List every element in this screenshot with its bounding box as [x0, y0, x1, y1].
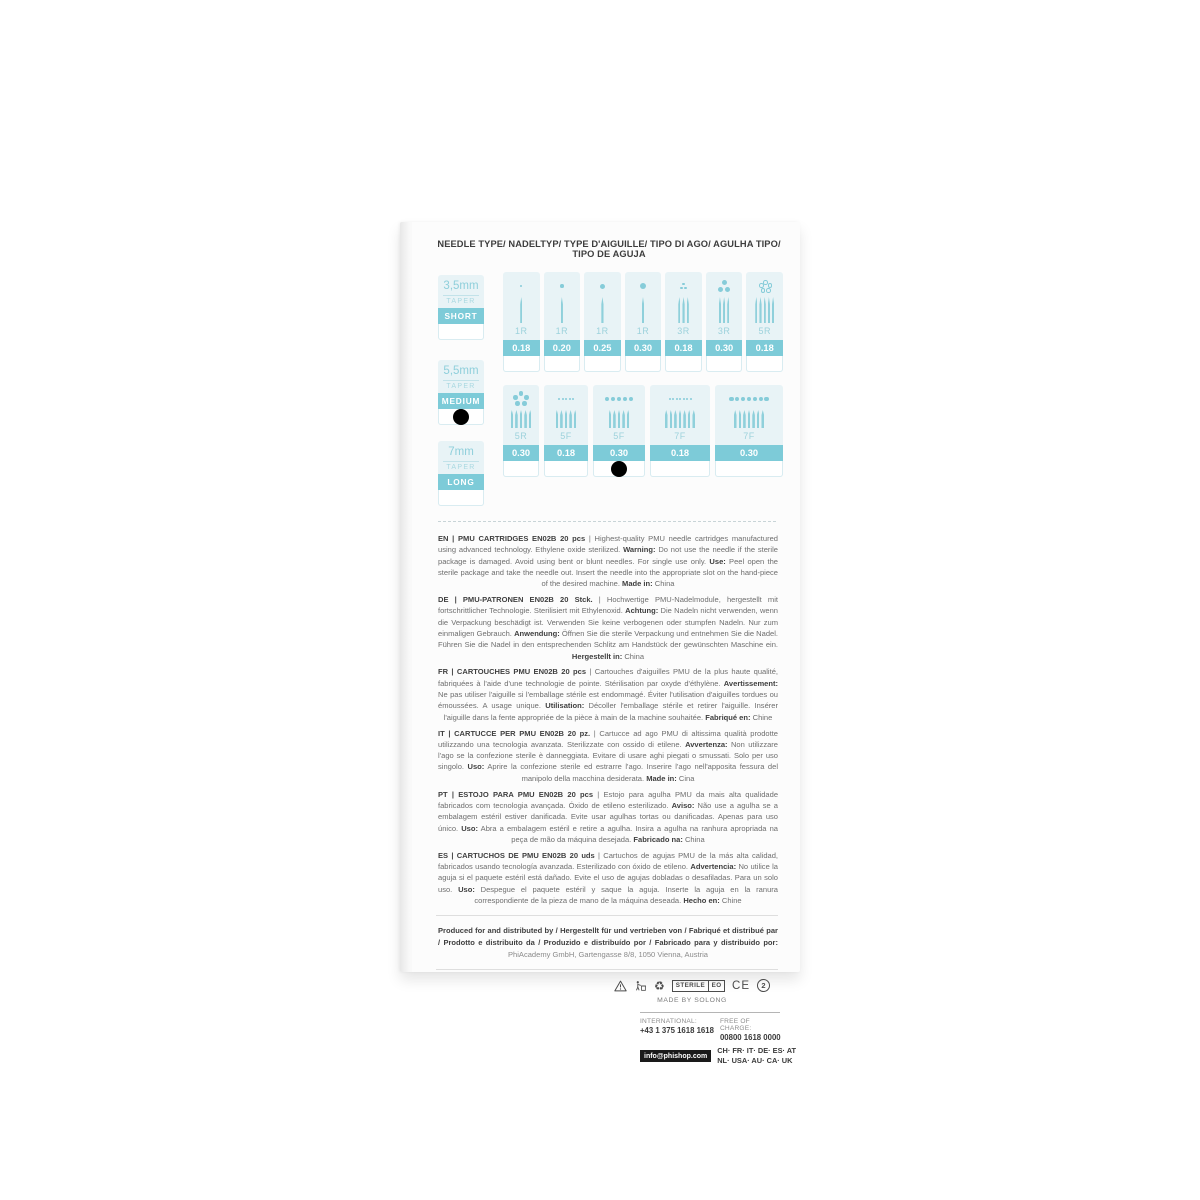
do-not-reuse-icon: 2	[757, 979, 770, 992]
free-of-charge-number: 00800 1618 0000	[719, 1033, 781, 1043]
needle-lines-icon	[520, 296, 522, 323]
sterile-label: STERILE	[672, 980, 709, 992]
needle-checkbox	[746, 356, 783, 372]
needle-config-icon	[512, 390, 530, 408]
size-checkbox	[438, 490, 484, 506]
divider	[443, 295, 479, 296]
needle-checkbox	[665, 356, 702, 372]
needle-config-icon	[600, 277, 605, 295]
size-value: 3,5mm	[443, 280, 479, 292]
needle-type-label: 1R	[555, 326, 569, 336]
needle-grid-row-2	[503, 385, 783, 477]
needle-cell-7F-0.30	[715, 385, 783, 477]
certification-zone	[604, 979, 780, 1004]
dispose-properly-icon	[634, 980, 647, 992]
needle-checkbox	[503, 356, 540, 372]
needle-lines-icon	[601, 296, 603, 323]
needle-lines-icon	[734, 409, 764, 428]
needle-cell-3R-0.18	[665, 272, 702, 372]
eo-label: EO	[709, 980, 725, 992]
needle-type-label: 5F	[613, 431, 625, 441]
distributor-info: Produced for and distributed by / Hergestellt für und vertrieben von / Fabriqué et distribué par / Prodotto e distribuito da / Produzido e distribuído por / Fabricado para y distribuido por: PhiAcademy GmbH, Gartengasse 8/8, 1050 Vienna, Austria	[438, 926, 778, 959]
needle-type-label: 5R	[514, 431, 528, 441]
taper-size-column	[438, 272, 484, 506]
needle-config-icon	[718, 277, 730, 295]
box-fold-edge	[400, 222, 412, 972]
box-panel	[412, 222, 800, 1066]
needle-config-icon	[758, 277, 772, 295]
needle-cell-5R-0.18	[746, 272, 783, 372]
taper-label: TAPER	[446, 383, 476, 390]
needle-grid	[503, 272, 783, 506]
needle-type-label: 3R	[717, 326, 731, 336]
needle-cell-1R-0.20	[544, 272, 581, 372]
size-block-long	[438, 441, 484, 506]
international-label: INTERNATIONAL:	[640, 1018, 697, 1026]
needle-lines-icon	[755, 296, 774, 323]
needle-config-icon	[669, 390, 692, 408]
sterile-eo-badge	[672, 980, 725, 992]
instruction-paragraph: PT | ESTOJO PARA PMU EN02B 20 pcs | Estojo para agulha PMU da mais alta qualidade fabricados com tecnologia avançada. Óxido de etileno esterilizado. Aviso: Não use a agulha se a embalagem estéril estiver danificada. Evite usar agulhas tortas ou danificadas. Apenas para uso único. Uso: Abra a embalagem estéril e retire a agulha. Insira a agulha na ranhura apropriada na peça de mão da máquina desejada. Fabricado na: China	[438, 789, 779, 844]
needle-type-header: NEEDLE TYPE/ NADELTYP/ TYPE D'AIGUILLE/ TIPO DI AGO/ AGULHA TIPO/ TIPO DE AGUJA	[437, 239, 781, 259]
needle-type-label: 7F	[674, 431, 686, 441]
length-band: LONG	[438, 474, 484, 490]
selection-dot	[453, 409, 469, 425]
needle-type-label: 1R	[596, 326, 609, 336]
divider	[443, 461, 479, 462]
needle-type-label: 1R	[515, 326, 528, 336]
selection-dot	[611, 461, 627, 477]
needle-type-label: 7F	[743, 431, 755, 441]
needle-lines-icon	[678, 296, 689, 323]
divider	[640, 1012, 780, 1013]
size-value: 5,5mm	[443, 365, 479, 377]
gauge-band: 0.30	[625, 340, 662, 356]
needle-lines-icon	[719, 296, 730, 323]
needle-cell-5R-0.30	[503, 385, 539, 477]
length-band: SHORT	[438, 308, 484, 324]
gauge-band: 0.25	[584, 340, 621, 356]
gauge-band: 0.18	[650, 445, 710, 461]
taper-label: TAPER	[446, 298, 476, 305]
email-countries-row	[640, 1046, 797, 1066]
size-checkbox	[438, 324, 484, 340]
recycle-icon: ♻	[653, 978, 665, 993]
gauge-band: 0.30	[593, 445, 645, 461]
needle-cell-1R-0.25	[584, 272, 621, 372]
needle-config-icon	[640, 277, 647, 295]
instruction-paragraph: EN | PMU CARTRIDGES EN02B 20 pcs | Highest-quality PMU needle cartridges manufactured using advanced technology. Ethylene oxide sterilized. Warning: Do not use the needle if the sterile package is damaged. Avoid using bent or blunt needles. For single use only. Use: Peel open the sterile package and take the needle out. Insert the needle into the appropriate slot on the hand-piece of the desired machine. Made in: China	[438, 534, 778, 589]
needle-cell-5F-0.18	[544, 385, 588, 477]
gauge-band: 0.30	[706, 340, 743, 356]
country-codes-line1: CH· FR· IT· DE· ES· AT	[717, 1046, 797, 1056]
dashed-divider	[438, 521, 776, 522]
needle-checkbox	[715, 461, 783, 477]
needle-checkbox	[593, 461, 645, 477]
needle-config-icon	[560, 277, 564, 295]
needle-checkbox	[544, 356, 581, 372]
needle-lines-icon	[561, 296, 563, 323]
gauge-band: 0.30	[503, 445, 539, 461]
instruction-paragraph: FR | CARTOUCHES PMU EN02B 20 pcs | Cartouches d'aiguilles PMU de la plus haute qualité, fabriquées à l'aide d'une technologie de pointe. Stérilisation par oxyde d'éthylène. Avertissement: Ne pas utiliser l'aiguille si l'emballage stérile est endommagé. Éviter l'utilisation d'aiguilles tordues ou émoussées. A usage unique. Utilisation: Décoller l'emballage stérile et retirer l'aiguille. Insérer l'aiguille dans la fente appropriée de la pièce à main de la machine souhaitée. Fabriqué en: Chine	[438, 667, 778, 722]
international-number: +43 1 375 1618 1618	[640, 1026, 714, 1036]
needle-cell-3R-0.30	[706, 272, 743, 372]
needle-config-icon	[520, 277, 522, 295]
product-box-back-panel	[400, 222, 800, 1066]
email-badge: info@phishop.com	[640, 1050, 711, 1062]
needle-type-label: 3R	[677, 326, 690, 336]
needle-type-label: 5F	[560, 431, 572, 441]
warning-icon	[614, 980, 627, 992]
needle-grid-row-1	[503, 272, 783, 372]
needle-checkbox	[625, 356, 662, 372]
divider	[436, 915, 778, 916]
needle-type-table	[438, 272, 776, 506]
gauge-band: 0.18	[503, 340, 540, 356]
country-codes	[717, 1046, 796, 1066]
phone-columns	[640, 1018, 780, 1042]
gauge-band: 0.30	[715, 445, 783, 461]
length-band: MEDIUM	[438, 393, 484, 409]
gauge-band: 0.20	[544, 340, 581, 356]
needle-lines-icon	[609, 409, 630, 428]
free-of-charge-label: FREE OF CHARGE:	[719, 1018, 752, 1033]
ce-mark-icon: CE	[732, 979, 751, 992]
taper-label: TAPER	[446, 464, 476, 471]
needle-config-icon	[605, 390, 633, 408]
needle-lines-icon	[665, 409, 695, 428]
needle-cell-1R-0.18	[503, 272, 540, 372]
multilingual-instructions	[438, 533, 778, 906]
free-of-charge-column	[720, 1018, 781, 1042]
needle-cell-5F-0.30	[593, 385, 645, 477]
symbols-row	[604, 979, 780, 992]
needle-config-icon	[680, 277, 686, 295]
contact-block	[640, 1012, 797, 1066]
made-by-label: MADE BY SOLONG	[657, 997, 727, 1005]
needle-type-label: 1R	[636, 326, 650, 336]
needle-checkbox	[584, 356, 621, 372]
needle-lines-icon	[642, 296, 644, 323]
needle-cell-1R-0.30	[625, 272, 662, 372]
instruction-paragraph: ES | CARTUCHOS DE PMU EN02B 20 uds | Cartuchos de agujas PMU de la más alta calidad, fabricados usando tecnología avanzada. Esterilizado con óxido de etileno. Advertencia: No utilice la aguja si el paquete estéril está dañado. Evite el uso de agujas dobladas o desafiladas. Para un solo uso. Uso: Despegue el paquete estéril y saque la aguja. Inserte la aguja en la ranura correspondiente de la pieza de mano de la máquina deseada. Hecho en: Chine	[438, 850, 779, 905]
needle-checkbox	[650, 461, 710, 477]
gauge-band: 0.18	[544, 445, 588, 461]
gauge-band: 0.18	[746, 340, 783, 356]
instruction-paragraph: IT | CARTUCCE PER PMU EN02B 20 pz. | Cartucce ad ago PMU di altissima qualità prodotte utilizzando una tecnologia avanzata. Sterilizzate con ossido di etilene. Avvertenza: Non utilizzare l'ago se la confezione sterile è danneggiata. Evitare di usare aghi piegati o smussati. Solo per uso singolo. Uso: Aprire la confezione sterile ed estrarre l'ago. Inserire l'ago nell'apposita fessura del manipolo della macchina desiderata. Made in: Cina	[438, 728, 779, 783]
needle-cell-7F-0.18	[650, 385, 710, 477]
needle-lines-icon	[511, 409, 532, 428]
size-block-medium	[438, 360, 484, 425]
country-codes-line2: NL· USA· AU· CA· UK	[717, 1056, 793, 1066]
size-value: 7mm	[448, 446, 474, 458]
divider	[436, 969, 778, 970]
needle-checkbox	[706, 356, 743, 372]
size-checkbox	[438, 409, 484, 425]
international-column	[640, 1018, 714, 1042]
needle-type-label: 5R	[758, 326, 771, 336]
needle-config-icon	[729, 390, 769, 408]
size-block-short	[438, 275, 484, 340]
instruction-paragraph: DE | PMU-PATRONEN EN02B 20 Stck. | Hochwertige PMU-Nadelmodule, hergestellt mit fortschrittlicher Technologie. Sterilisiert mit Ethylenoxid. Achtung: Die Nadeln nicht verwenden, wenn die Verpackung beschädigt ist. Verwenden Sie keine verbogenen oder stumpfen Nadeln. Nur zum einmaligen Gebrauch. Anwendung: Öffnen Sie die sterile Verpackung und entnehmen Sie die Nadel. Führen Sie die Nadel in den entsprechenden Schlitz am Handstück der gewünschten Maschine ein. Hergestellt in: China	[438, 595, 778, 661]
divider	[443, 380, 479, 381]
needle-checkbox	[503, 461, 539, 477]
needle-config-icon	[558, 390, 574, 408]
gauge-band: 0.18	[665, 340, 702, 356]
needle-checkbox	[544, 461, 588, 477]
needle-lines-icon	[556, 409, 577, 428]
